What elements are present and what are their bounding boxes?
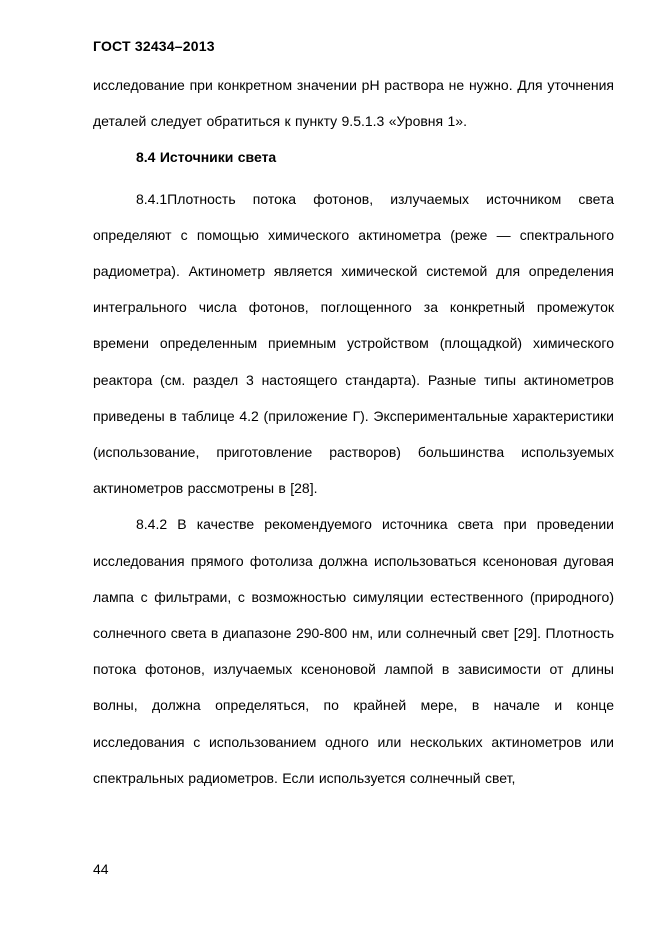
page-number: 44 [93, 861, 109, 877]
section-title: 8.4 Источники света [136, 149, 277, 166]
continuation-paragraph: исследование при конкретном значении pH раствора не нужно. Для уточнения деталей следует обратиться к пункту 9.5.1.3 «Уровня 1». [93, 77, 614, 130]
paragraph-8-4-1: 8.4.1Плотность потока фотонов, излучаемых источником света определяют с помощью химического актинометра (реже — спектрального радиометра). Актинометр является химической системой для определения интегрального числа фотонов, поглощенного за конкретный промежуток времени определенным приемным устройством (площадкой) химического реактора (см. раздел 3 настоящего стандарта). Разные типы актинометров приведены в таблице 4.2 (приложение Г). Экспериментальные характеристики (использование, приготовление растворов) большинства используемых актинометров рассмотрены в [28]. [93, 190, 614, 497]
document-body [93, 67, 614, 796]
document-code-header: ГОСТ 32434–2013 [93, 38, 215, 54]
paragraph-8-4-2: 8.4.2 В качестве рекомендуемого источника света при проведении исследования прямого фотолиза должна использоваться ксеноновая дуговая лампа с фильтрами, с возможностью симуляции естественного (природного) солнечного света в диапазоне 290-800 нм, или солнечный свет [29]. Плотность потока фотонов, излучаемых ксеноновой лампой в зависимости от длины волны, должна определяться, по крайней мере, в начале и конце исследования с использованием одного или нескольких актинометров или спектральных радиометров. Если используется солнечный свет, [93, 516, 614, 786]
